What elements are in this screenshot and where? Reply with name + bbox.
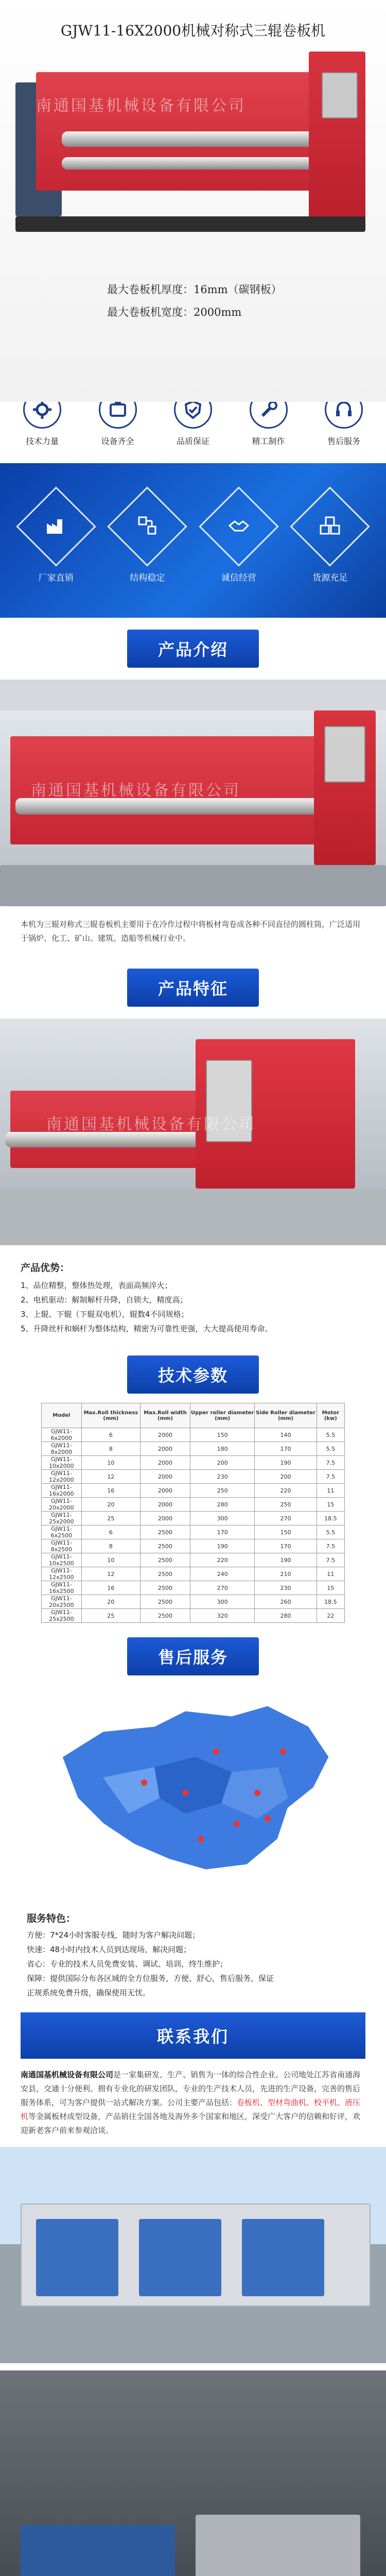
china-map-graphic xyxy=(0,1690,386,1906)
table-cell: 2500 xyxy=(140,1553,190,1567)
badge-integrity: 诚信经营 xyxy=(200,498,277,583)
spec-lines xyxy=(0,268,386,324)
table-cell: 230 xyxy=(190,1470,255,1484)
table-header: Motor (kw) xyxy=(317,1403,344,1428)
table-cell: 190 xyxy=(255,1553,317,1567)
table-cell: 15 xyxy=(317,1498,344,1512)
table-row xyxy=(42,1567,345,1581)
intro-heading-wrap xyxy=(0,618,386,680)
table-cell: 2500 xyxy=(140,1595,190,1609)
table-cell: 260 xyxy=(255,1595,317,1609)
factory-icon xyxy=(45,514,67,539)
table-cell: GJW11-12x2000 xyxy=(42,1470,82,1484)
table-row xyxy=(42,1484,345,1498)
table-header: Max.Roll width (mm) xyxy=(140,1403,190,1428)
intro-heading: 产品介绍 xyxy=(127,630,259,668)
feature-craft: 精工制作 xyxy=(243,391,294,447)
company-name: 南通国基机械设备有限公司 xyxy=(21,2070,114,2079)
table-cell: 8 xyxy=(81,1539,140,1553)
table-cell: 220 xyxy=(190,1553,255,1567)
table-cell: 7.5 xyxy=(317,1553,344,1567)
features-list xyxy=(0,1245,386,1351)
table-row xyxy=(42,1539,345,1553)
table-cell: 2500 xyxy=(140,1567,190,1581)
features-title: 产品优势： xyxy=(21,1262,70,1274)
table-cell: 170 xyxy=(255,1442,317,1456)
table-cell: 10 xyxy=(81,1553,140,1567)
table-cell: 11 xyxy=(317,1484,344,1498)
table-cell: 5.5 xyxy=(317,1428,344,1442)
service-title: 服务特色： xyxy=(27,1913,76,1924)
table-cell: 10 xyxy=(81,1456,140,1470)
hero-section xyxy=(0,0,386,402)
factory-photo-exterior xyxy=(0,2147,386,2363)
feature-item: 1、品位精整，整体热处理，表面高频淬火； xyxy=(21,1281,172,1290)
table-cell: 15 xyxy=(317,1581,344,1595)
table-cell: 6 xyxy=(81,1428,140,1442)
service-heading-wrap xyxy=(0,1623,386,1690)
table-cell: 220 xyxy=(255,1484,317,1498)
table-cell: 16 xyxy=(81,1484,140,1498)
table-header-row xyxy=(42,1403,345,1428)
table-cell: 5.5 xyxy=(317,1442,344,1456)
table-cell: 20 xyxy=(81,1498,140,1512)
table-cell: 2500 xyxy=(140,1609,190,1623)
service-item: 保障：提供国际分布各区域的全方位服务，方便、舒心，售后服务，保证 xyxy=(27,1974,274,1983)
intro-photo xyxy=(0,680,386,906)
contact-heading: 联系我们 xyxy=(156,2027,229,2046)
table-cell: 12 xyxy=(81,1567,140,1581)
table-row xyxy=(42,1456,345,1470)
table-cell: 11 xyxy=(317,1567,344,1581)
badge-structure: 结构稳定 xyxy=(109,498,186,583)
table-cell: GJW11-20x2000 xyxy=(42,1498,82,1512)
table-cell: 2000 xyxy=(140,1470,190,1484)
table-cell: GJW11-10x2000 xyxy=(42,1456,82,1470)
advantage-band xyxy=(0,463,386,618)
params-table xyxy=(41,1403,345,1623)
feature-item: 2、电机驱动：解制解杆升降，自锁大，精度高； xyxy=(21,1295,188,1304)
params-heading-wrap xyxy=(0,1351,386,1398)
table-cell: 300 xyxy=(190,1512,255,1526)
features-photo xyxy=(0,1019,386,1245)
feature-technical: 技术力量 xyxy=(16,391,68,447)
table-cell: 280 xyxy=(190,1498,255,1512)
service-item: 方便：7*24小时客服专线，随时为客户解决问题； xyxy=(27,1930,200,1940)
features-heading: 产品特征 xyxy=(127,969,259,1007)
table-cell: 2000 xyxy=(140,1428,190,1442)
spec-thickness: 最大卷板机厚度：16mm（碳钢板） xyxy=(107,283,282,296)
table-cell: 190 xyxy=(190,1539,255,1553)
table-cell: 270 xyxy=(190,1581,255,1595)
structure-icon xyxy=(136,514,159,539)
table-cell: 150 xyxy=(255,1526,317,1539)
table-body xyxy=(42,1428,345,1623)
table-header: Side Roller diameter (mm) xyxy=(255,1403,317,1428)
contact-heading-wrap xyxy=(21,2012,365,2059)
table-cell: GJW11-16x2000 xyxy=(42,1484,82,1498)
table-row xyxy=(42,1553,345,1567)
table-cell: 16 xyxy=(81,1581,140,1595)
table-cell: 240 xyxy=(190,1567,255,1581)
hero-watermark: 南通国基机械设备有限公司 xyxy=(36,97,246,115)
table-cell: 320 xyxy=(190,1609,255,1623)
table-cell: 7.5 xyxy=(317,1456,344,1470)
intro-text: 本机为三辊对称式三辊卷板机主要用于在冷作过程中将板材弯卷成各种不同直径的圆柱筒，广泛适用于锅炉、化工、矿山、建筑、造船等机械行业中。 xyxy=(21,920,361,943)
feature-equipment: 设备齐全 xyxy=(92,391,144,447)
table-cell: 25 xyxy=(81,1512,140,1526)
table-cell: 280 xyxy=(255,1609,317,1623)
table-cell: GJW11-8x2000 xyxy=(42,1442,82,1456)
badge-factory: 厂家直销 xyxy=(17,498,95,583)
table-cell: 170 xyxy=(190,1526,255,1539)
table-header: Max.Roll thickness (mm) xyxy=(81,1403,140,1428)
table-cell: 2000 xyxy=(140,1442,190,1456)
table-cell: GJW11-16x2500 xyxy=(42,1581,82,1595)
table-cell: GJW11-12x2500 xyxy=(42,1567,82,1581)
table-row xyxy=(42,1498,345,1512)
table-cell: 8 xyxy=(81,1442,140,1456)
table-row xyxy=(42,1442,345,1456)
table-cell: 200 xyxy=(190,1456,255,1470)
feature-service: 售后服务 xyxy=(318,391,370,447)
service-item: 省心：专业的技术人员免费安装、调试、培训，终生维护； xyxy=(27,1959,228,1969)
table-cell: GJW11-6x2000 xyxy=(42,1428,82,1442)
service-item: 快速：48小时内技术人员到达现场，解决问题； xyxy=(27,1945,191,1954)
table-row xyxy=(42,1526,345,1539)
table-row xyxy=(42,1512,345,1526)
table-cell: 2500 xyxy=(140,1539,190,1553)
handshake-icon xyxy=(227,514,250,539)
table-row xyxy=(42,1470,345,1484)
china-map xyxy=(0,1690,386,1906)
table-cell: 7.5 xyxy=(317,1539,344,1553)
table-cell: 210 xyxy=(255,1567,317,1581)
service-list xyxy=(0,1906,386,2005)
table-cell: 150 xyxy=(190,1428,255,1442)
table-cell: 230 xyxy=(255,1581,317,1595)
table-row xyxy=(42,1428,345,1442)
table-cell: 300 xyxy=(190,1595,255,1609)
table-cell: GJW11-6x2500 xyxy=(42,1526,82,1539)
table-cell: 2000 xyxy=(140,1498,190,1512)
table-cell: GJW11-8x2500 xyxy=(42,1539,82,1553)
table-row xyxy=(42,1609,345,1623)
features-watermark: 南通国基机械设备有限公司 xyxy=(46,1115,256,1133)
feature-item: 5、升降丝杆和蜗杆为整体结构，精密为可靠性更强，大大提高使用寿命。 xyxy=(21,1324,273,1333)
table-cell: 2500 xyxy=(140,1526,190,1539)
table-cell: 2000 xyxy=(140,1456,190,1470)
features-heading-wrap xyxy=(0,957,386,1019)
table-cell: 6 xyxy=(81,1526,140,1539)
intro-watermark: 南通国基机械设备有限公司 xyxy=(31,782,241,800)
product-title: GJW11-16X2000机械对称式三辊卷板机 xyxy=(60,22,326,39)
table-cell: 270 xyxy=(255,1512,317,1526)
table-cell: 250 xyxy=(190,1484,255,1498)
service-heading: 售后服务 xyxy=(127,1637,259,1675)
table-cell: 170 xyxy=(255,1539,317,1553)
badge-supply: 货源充足 xyxy=(291,498,369,583)
table-cell: 12 xyxy=(81,1470,140,1484)
params-heading: 技术参数 xyxy=(127,1355,259,1394)
table-cell: 250 xyxy=(255,1498,317,1512)
table-cell: 20 xyxy=(81,1595,140,1609)
table-cell: 2000 xyxy=(140,1484,190,1498)
table-cell: 25 xyxy=(81,1609,140,1623)
table-header: Model xyxy=(42,1403,82,1428)
table-row xyxy=(42,1581,345,1595)
table-cell: 2000 xyxy=(140,1512,190,1526)
table-cell: 200 xyxy=(255,1470,317,1484)
company-products: 卷板机、型材弯曲机、校平机、液压机 xyxy=(21,2098,361,2121)
table-row xyxy=(42,1595,345,1609)
table-cell: 18.5 xyxy=(317,1595,344,1609)
table-cell: 140 xyxy=(255,1428,317,1442)
table-cell: 2500 xyxy=(140,1581,190,1595)
hero-machine-image xyxy=(15,52,371,258)
service-item: 正规系统免费升级，确保使用无忧。 xyxy=(27,1988,151,1997)
table-cell: 5.5 xyxy=(317,1526,344,1539)
table-cell: GJW11-25x2500 xyxy=(42,1609,82,1623)
boxes-icon xyxy=(319,514,341,539)
table-cell: 22 xyxy=(317,1609,344,1623)
factory-photo-workshop xyxy=(0,2370,386,2576)
table-cell: GJW11-20x2500 xyxy=(42,1595,82,1609)
feature-item: 3、上辊、下辊（下辊双电机），辊数4不同规格； xyxy=(21,1310,189,1319)
table-cell: 190 xyxy=(255,1456,317,1470)
table-cell: GJW11-25x2000 xyxy=(42,1512,82,1526)
table-cell: 7.5 xyxy=(317,1470,344,1484)
company-description: 南通国基机械设备有限公司是一家集研发、生产、销售为一体的综合性企业。公司地处江苏省南通海安县，交通十分便利。拥有专业化的研发团队，专业的生产技术人员，先进的生产设备，完善的售后服务体系，可为客户提供一站式解决方案。公司主要产品包括：卷板机、型材弯曲机、校平机、液压机等金属板材成型设备，产品销往全国各地及海外多个国家和地区，深受广大客户的信赖和好评，欢迎新老客户前来参观洽谈。 xyxy=(21,2070,361,2135)
table-cell: 180 xyxy=(190,1442,255,1456)
table-cell: GJW11-10x2500 xyxy=(42,1553,82,1567)
spec-width: 最大卷板机宽度：2000mm xyxy=(107,306,242,318)
table-cell: 18.5 xyxy=(317,1512,344,1526)
feature-quality: 品质保证 xyxy=(167,391,219,447)
table-header: Upper roller diameter (mm) xyxy=(190,1403,255,1428)
